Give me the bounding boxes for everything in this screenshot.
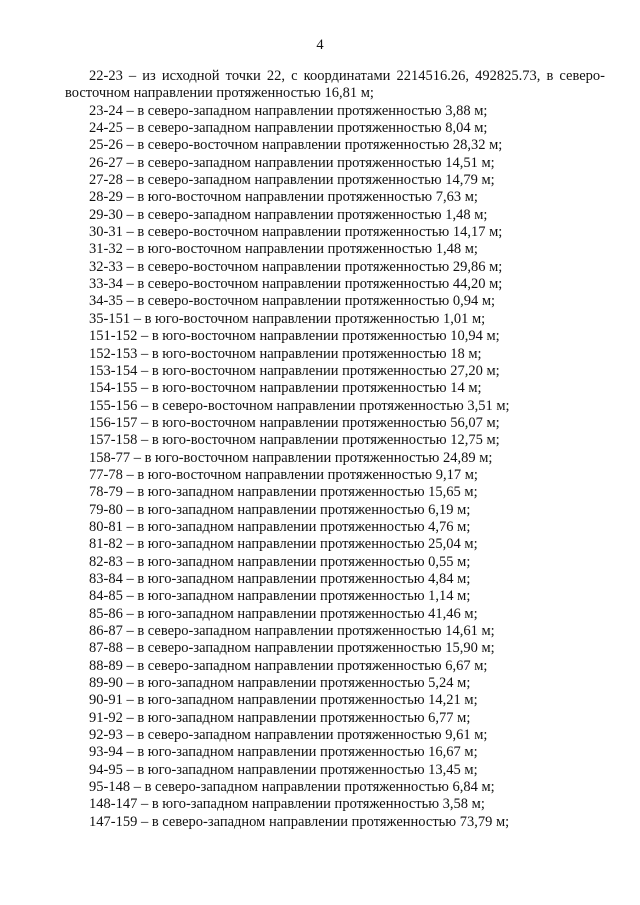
boundary-segment-line: 23-24 – в северо-западном направлении протяженностью 3,88 м;	[89, 102, 488, 119]
boundary-segment-line: 151-152 – в юго-восточном направлении протяженностью 10,94 м;	[89, 328, 500, 345]
boundary-segment-line: 89-90 – в юго-западном направлении протяженностью 5,24 м;	[89, 675, 471, 692]
boundary-segment-line: 78-79 – в юго-западном направлении протяженностью 15,65 м;	[89, 484, 478, 501]
boundary-segment-line: 86-87 – в северо-западном направлении протяженностью 14,61 м;	[89, 623, 495, 639]
boundary-segment-line: 81-82 – в юго-западном направлении протяженностью 25,04 м;	[89, 536, 478, 553]
boundary-segment-line: 90-91 – в юго-западном направлении протяженностью 14,21 м;	[89, 692, 478, 709]
boundary-segment-line: 87-88 – в северо-западном направлении протяженностью 15,90 м;	[89, 640, 495, 657]
boundary-segment-line: 91-92 – в юго-западном направлении протяженностью 6,77 м;	[89, 709, 471, 726]
boundary-segment-line: 28-29 – в юго-восточном направлении протяженностью 7,63 м;	[89, 189, 478, 206]
boundary-segment-line: 34-35 – в северо-восточном направлении протяженностью 0,94 м;	[89, 293, 496, 310]
boundary-segment-line: 29-30 – в северо-западном направлении протяженностью 1,48 м;	[89, 206, 488, 223]
boundary-segment-line: 25-26 – в северо-восточном направлении протяженностью 28,32 м;	[89, 137, 503, 154]
boundary-segment-line: 80-81 – в юго-западном направлении протяженностью 4,76 м;	[89, 518, 471, 535]
boundary-segment-line: 32-33 – в северо-восточном направлении протяженностью 29,86 м;	[89, 258, 503, 275]
boundary-segment-line: 153-154 – в юго-восточном направлении протяженностью 27,20 м;	[89, 362, 500, 379]
page-number: 4	[316, 37, 324, 53]
boundary-segment-line: 35-151 – в юго-восточном направлении протяженностью 1,01 м;	[89, 310, 486, 327]
boundary-segment-line: 148-147 – в юго-западном направлении протяженностью 3,58 м;	[89, 796, 485, 813]
boundary-segment-line: 82-83 – в юго-западном направлении протяженностью 0,55 м;	[89, 553, 471, 570]
boundary-segment-line: 92-93 – в северо-западном направлении протяженностью 9,61 м;	[89, 727, 488, 744]
boundary-segment-line: 84-85 – в юго-западном направлении протяженностью 1,14 м;	[89, 588, 471, 605]
document-body	[65, 68, 605, 831]
boundary-segment-line: 26-27 – в северо-западном направлении протяженностью 14,51 м;	[89, 154, 495, 171]
boundary-segment-list	[65, 103, 605, 831]
boundary-segment-line: 152-153 – в юго-восточном направлении протяженностью 18 м;	[89, 345, 482, 362]
boundary-segment-line: 147-159 – в северо-западном направлении протяженностью 73,79 м;	[89, 813, 510, 830]
boundary-segment-line: 158-77 – в юго-восточном направлении протяженностью 24,89 м;	[89, 449, 493, 466]
boundary-segment-line: 93-94 – в юго-западном направлении протяженностью 16,67 м;	[89, 744, 478, 761]
boundary-segment-line: 155-156 – в северо-восточном направлении протяженностью 3,51 м;	[89, 397, 510, 414]
boundary-segment-line: 30-31 – в северо-восточном направлении протяженностью 14,17 м;	[89, 224, 503, 241]
boundary-segment-line: 85-86 – в юго-западном направлении протяженностью 41,46 м;	[89, 605, 478, 622]
boundary-start-paragraph: 22-23 – из исходной точки 22, с координатами 2214516.26, 492825.73, в северо-восточном направлении протяженностью 16,81 м;	[65, 68, 605, 102]
boundary-segment-line: 31-32 – в юго-восточном направлении протяженностью 1,48 м;	[89, 241, 478, 258]
boundary-segment-line: 83-84 – в юго-западном направлении протяженностью 4,84 м;	[89, 570, 471, 587]
boundary-segment-line: 33-34 – в северо-восточном направлении протяженностью 44,20 м;	[89, 276, 503, 293]
boundary-segment-line: 79-80 – в юго-западном направлении протяженностью 6,19 м;	[89, 501, 471, 518]
boundary-segment-line: 27-28 – в северо-западном направлении протяженностью 14,79 м;	[89, 172, 495, 189]
boundary-segment-line: 156-157 – в юго-восточном направлении протяженностью 56,07 м;	[89, 414, 500, 431]
boundary-segment-line: 95-148 – в северо-западном направлении протяженностью 6,84 м;	[89, 779, 495, 796]
boundary-segment-line: 77-78 – в юго-восточном направлении протяженностью 9,17 м;	[89, 466, 478, 483]
boundary-segment-line: 94-95 – в юго-западном направлении протяженностью 13,45 м;	[89, 761, 478, 778]
boundary-segment-line: 24-25 – в северо-западном направлении протяженностью 8,04 м;	[89, 120, 488, 137]
boundary-segment-line: 88-89 – в северо-западном направлении протяженностью 6,67 м;	[89, 657, 488, 674]
boundary-segment-line: 157-158 – в юго-восточном направлении протяженностью 12,75 м;	[89, 432, 500, 449]
boundary-segment-line: 154-155 – в юго-восточном направлении протяженностью 14 м;	[89, 380, 482, 397]
